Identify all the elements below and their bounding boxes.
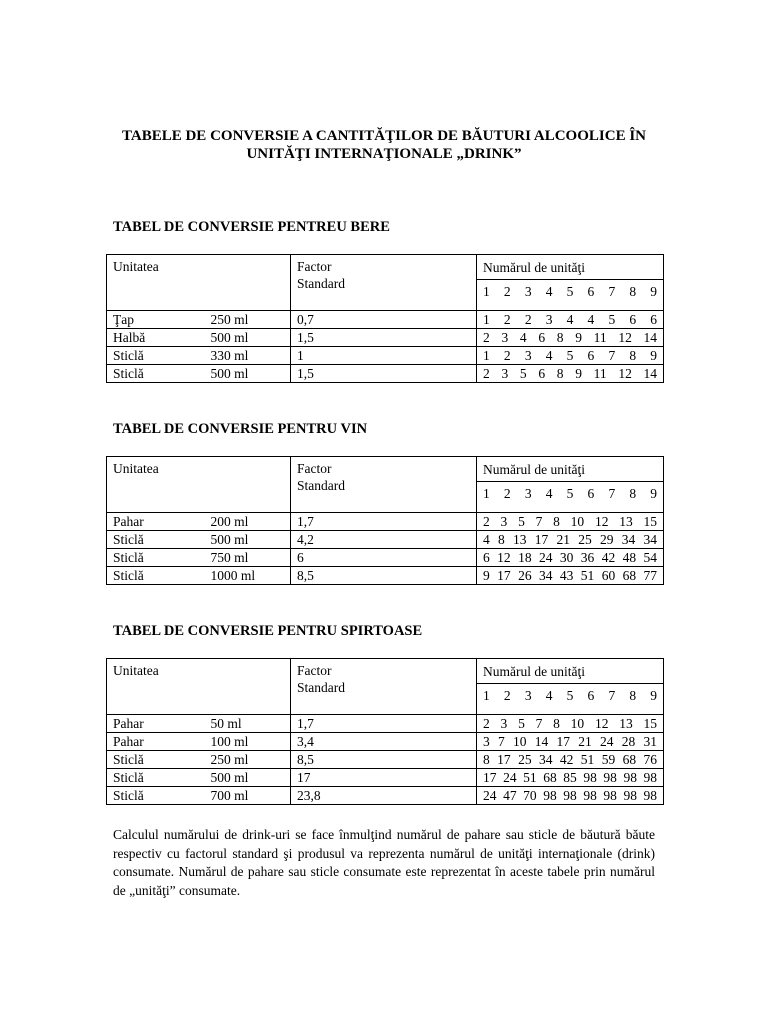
value-list (483, 567, 657, 584)
count-list (483, 280, 657, 304)
value: 47 (503, 788, 517, 803)
value: 30 (559, 550, 574, 565)
header-row (107, 659, 664, 684)
value: 59 (601, 752, 616, 767)
value: 68 (543, 770, 557, 785)
unit-cell: Sticlă (107, 751, 211, 769)
value: 8 (498, 532, 505, 547)
table-row (107, 733, 664, 751)
value-list (483, 365, 657, 382)
count-label: 2 (503, 688, 511, 703)
factor-cell: 1,5 (291, 365, 477, 383)
conversion-table-spirtoase (106, 658, 664, 805)
count-label: 2 (503, 284, 511, 299)
value: 8 (556, 366, 564, 381)
count-list (483, 684, 657, 708)
value-list (483, 329, 657, 346)
section-title-spirtoase: TABEL DE CONVERSIE PENTRU SPIRTOASE (113, 623, 423, 639)
value: 1 (483, 312, 490, 327)
table-row (107, 531, 664, 549)
document-title-line-2: UNITĂŢI INTERNAŢIONALE „DRINK” (246, 146, 522, 162)
unit-cell: Pahar (107, 733, 211, 751)
value-list (483, 715, 657, 732)
volume-cell: 700 ml (211, 787, 291, 805)
values-cell (477, 365, 664, 383)
value: 15 (643, 514, 658, 529)
header-counts (477, 684, 664, 715)
value: 31 (643, 734, 658, 749)
value: 8 (556, 330, 564, 345)
header-unitatea: Unitatea (107, 255, 291, 311)
count-label: 5 (566, 486, 574, 501)
header-counts (477, 280, 664, 311)
value: 17 (497, 568, 511, 583)
count-label: 9 (650, 284, 658, 299)
value: 17 (556, 734, 571, 749)
value: 10 (570, 716, 585, 731)
value: 12 (497, 550, 511, 565)
value: 5 (519, 366, 527, 381)
count-label: 9 (650, 688, 658, 703)
factor-cell: 1,5 (291, 329, 477, 347)
value: 15 (643, 716, 658, 731)
volume-cell: 750 ml (211, 549, 291, 567)
value: 42 (601, 550, 616, 565)
value: 98 (643, 770, 658, 785)
header-unitatea: Unitatea (107, 659, 291, 715)
header-standard: Standard (297, 680, 346, 695)
value: 98 (583, 788, 597, 803)
value: 4 (545, 348, 553, 363)
value: 4 (566, 312, 574, 327)
explanation-paragraph: Calculul numărului de drink-uri se face înmulţind numărul de pahare sau sticle de băutură băute respectiv cu factorul standard şi produsul va reprezenta numărul de unităţi internaţionale (drink) consumate. Numărul de pahare sau sticle consumate este reprezentat în aceste tabele prin numărul de „unităţi” consumate. (113, 827, 655, 898)
conversion-table-vin (106, 456, 664, 585)
value: 13 (619, 716, 633, 731)
value: 13 (619, 514, 633, 529)
value: 17 (483, 770, 497, 785)
value: 10 (570, 514, 585, 529)
volume-cell: 1000 ml (211, 567, 291, 585)
header-counts (477, 482, 664, 513)
unit-cell: Pahar (107, 513, 211, 531)
section-title-vin: TABEL DE CONVERSIE PENTRU VIN (113, 421, 368, 437)
value: 13 (513, 532, 527, 547)
value: 12 (618, 330, 632, 345)
count-label: 6 (587, 688, 595, 703)
value: 9 (650, 348, 658, 363)
header-row (107, 457, 664, 482)
value: 14 (643, 366, 658, 381)
value: 98 (583, 770, 597, 785)
value: 2 (483, 716, 490, 731)
factor-cell: 8,5 (291, 751, 477, 769)
section-title-bere: TABEL DE CONVERSIE PENTREU BERE (113, 219, 390, 235)
value: 12 (594, 514, 609, 529)
values-cell (477, 787, 664, 805)
value: 3 (483, 734, 490, 749)
volume-cell: 500 ml (211, 329, 291, 347)
header-standard: Standard (297, 276, 346, 291)
unit-cell: Ţap (107, 311, 211, 329)
value-list (483, 531, 657, 548)
table-row (107, 787, 664, 805)
unit-cell: Halbă (107, 329, 211, 347)
value: 11 (593, 366, 607, 381)
values-cell (477, 733, 664, 751)
value: 9 (483, 568, 490, 583)
conversion-table-bere (106, 254, 664, 383)
value: 21 (578, 734, 592, 749)
values-cell (477, 715, 664, 733)
value: 34 (538, 568, 553, 583)
value: 24 (503, 770, 517, 785)
value: 8 (553, 716, 560, 731)
value: 24 (483, 788, 497, 803)
values-cell (477, 531, 664, 549)
value: 17 (534, 532, 549, 547)
count-label: 5 (566, 688, 574, 703)
factor-cell: 1 (291, 347, 477, 365)
header-row (107, 255, 664, 280)
value-list (483, 787, 657, 804)
header-factor: Factor (297, 259, 332, 274)
value-list (483, 549, 657, 566)
value: 3 (545, 312, 553, 327)
count-label: 1 (483, 688, 490, 703)
header-factor-standard (291, 457, 477, 513)
unit-cell: Sticlă (107, 365, 211, 383)
factor-cell: 1,7 (291, 513, 477, 531)
value: 6 (587, 348, 595, 363)
value: 4 (519, 330, 527, 345)
values-cell (477, 549, 664, 567)
value: 8 (553, 514, 560, 529)
unit-cell: Sticlă (107, 531, 211, 549)
document-title-line-1: TABELE DE CONVERSIE A CANTITĂŢILOR DE BĂUTURI ALCOOLICE ÎN (121, 128, 646, 144)
value: 70 (523, 788, 537, 803)
value: 18 (518, 550, 532, 565)
count-label: 2 (503, 486, 511, 501)
value: 5 (608, 312, 616, 327)
value: 34 (643, 532, 658, 547)
header-factor: Factor (297, 663, 332, 678)
count-label: 8 (629, 284, 637, 299)
unit-cell: Sticlă (107, 347, 211, 365)
volume-cell: 100 ml (211, 733, 291, 751)
value-list (483, 733, 657, 750)
value: 51 (580, 568, 595, 583)
value: 24 (600, 734, 614, 749)
values-cell (477, 513, 664, 531)
value: 21 (556, 532, 571, 547)
value: 98 (643, 788, 658, 803)
count-label: 8 (629, 688, 637, 703)
value: 3 (500, 716, 508, 731)
value: 8 (483, 752, 490, 767)
value: 6 (538, 330, 546, 345)
count-label: 7 (608, 688, 616, 703)
value: 14 (643, 330, 658, 345)
value: 6 (650, 312, 658, 327)
value: 17 (497, 752, 511, 767)
volume-cell: 330 ml (211, 347, 291, 365)
volume-cell: 500 ml (211, 531, 291, 549)
value: 76 (643, 752, 658, 767)
header-numarul-unitati: Numărul de unităţi (477, 457, 664, 482)
table-row (107, 549, 664, 567)
value: 2 (483, 514, 490, 529)
values-cell (477, 329, 664, 347)
value: 5 (518, 514, 525, 529)
value: 12 (594, 716, 609, 731)
table-row (107, 365, 664, 383)
value: 98 (623, 788, 637, 803)
value: 98 (543, 788, 557, 803)
table-body (107, 457, 664, 585)
value: 26 (518, 568, 532, 583)
table-row (107, 769, 664, 787)
value: 77 (643, 568, 658, 583)
value: 10 (513, 734, 527, 749)
value: 2 (503, 312, 511, 327)
factor-cell: 6 (291, 549, 477, 567)
factor-cell: 0,7 (291, 311, 477, 329)
volume-cell: 50 ml (211, 715, 291, 733)
value: 11 (593, 330, 607, 345)
header-standard: Standard (297, 478, 346, 493)
volume-cell: 500 ml (211, 365, 291, 383)
table-row (107, 329, 664, 347)
volume-cell: 500 ml (211, 769, 291, 787)
value: 6 (538, 366, 546, 381)
value: 9 (575, 366, 582, 381)
value: 7 (535, 514, 543, 529)
value: 6 (483, 550, 490, 565)
value: 7 (608, 348, 616, 363)
table-row (107, 311, 664, 329)
value: 42 (559, 752, 574, 767)
value: 51 (523, 770, 537, 785)
value: 34 (621, 532, 636, 547)
value: 5 (566, 348, 574, 363)
table-row (107, 567, 664, 585)
table-row (107, 347, 664, 365)
table-body (107, 255, 664, 383)
value: 36 (580, 550, 595, 565)
values-cell (477, 751, 664, 769)
value: 8 (629, 348, 637, 363)
value: 2 (503, 348, 511, 363)
header-unitatea: Unitatea (107, 457, 291, 513)
value: 68 (622, 568, 637, 583)
volume-cell: 250 ml (211, 751, 291, 769)
count-label: 5 (566, 284, 574, 299)
count-label: 9 (650, 486, 658, 501)
value: 68 (622, 752, 637, 767)
factor-cell: 4,2 (291, 531, 477, 549)
value: 48 (622, 550, 637, 565)
value: 43 (559, 568, 574, 583)
value-list (483, 751, 657, 768)
value: 7 (498, 734, 505, 749)
value: 28 (621, 734, 636, 749)
volume-cell: 200 ml (211, 513, 291, 531)
unit-cell: Sticlă (107, 787, 211, 805)
value: 25 (518, 752, 532, 767)
unit-cell: Sticlă (107, 567, 211, 585)
table-body (107, 659, 664, 805)
value: 98 (563, 788, 577, 803)
value: 3 (501, 330, 509, 345)
count-label: 4 (545, 688, 553, 703)
value: 14 (534, 734, 549, 749)
count-label: 1 (483, 284, 490, 299)
header-numarul-unitati: Numărul de unităţi (477, 659, 664, 684)
count-label: 7 (608, 284, 616, 299)
value: 3 (501, 366, 509, 381)
count-label: 1 (483, 486, 490, 501)
count-label: 6 (587, 486, 595, 501)
value: 2 (524, 312, 532, 327)
value-list (483, 347, 657, 364)
values-cell (477, 347, 664, 365)
value-list (483, 769, 657, 786)
value-list (483, 513, 657, 530)
table-row (107, 715, 664, 733)
value: 85 (563, 770, 577, 785)
value: 9 (575, 330, 582, 345)
value: 98 (603, 770, 617, 785)
value: 12 (618, 366, 632, 381)
value: 51 (580, 752, 595, 767)
factor-cell: 1,7 (291, 715, 477, 733)
table-row (107, 751, 664, 769)
values-cell (477, 769, 664, 787)
value: 1 (483, 348, 490, 363)
table-row (107, 513, 664, 531)
value: 4 (587, 312, 595, 327)
value: 6 (629, 312, 637, 327)
value: 3 (500, 514, 508, 529)
value: 4 (483, 532, 490, 547)
header-numarul-unitati: Numărul de unităţi (477, 255, 664, 280)
value: 29 (600, 532, 614, 547)
value: 5 (518, 716, 525, 731)
value: 7 (535, 716, 543, 731)
count-label: 6 (587, 284, 595, 299)
document-title (96, 127, 672, 163)
header-factor-standard (291, 659, 477, 715)
values-cell (477, 311, 664, 329)
value: 60 (601, 568, 616, 583)
unit-cell: Pahar (107, 715, 211, 733)
value: 24 (538, 550, 553, 565)
header-factor-standard (291, 255, 477, 311)
count-list (483, 482, 657, 506)
value: 98 (623, 770, 637, 785)
header-factor: Factor (297, 461, 332, 476)
count-label: 8 (629, 486, 637, 501)
value: 2 (483, 366, 490, 381)
factor-cell: 17 (291, 769, 477, 787)
value: 25 (578, 532, 592, 547)
factor-cell: 23,8 (291, 787, 477, 805)
values-cell (477, 567, 664, 585)
count-label: 3 (524, 688, 532, 703)
value: 2 (483, 330, 490, 345)
volume-cell: 250 ml (211, 311, 291, 329)
value-list (483, 311, 657, 328)
value: 3 (524, 348, 532, 363)
value: 34 (538, 752, 553, 767)
count-label: 7 (608, 486, 616, 501)
count-label: 4 (545, 486, 553, 501)
value: 98 (603, 788, 617, 803)
count-label: 4 (545, 284, 553, 299)
count-label: 3 (524, 486, 532, 501)
unit-cell: Sticlă (107, 549, 211, 567)
unit-cell: Sticlă (107, 769, 211, 787)
factor-cell: 8,5 (291, 567, 477, 585)
count-label: 3 (524, 284, 532, 299)
factor-cell: 3,4 (291, 733, 477, 751)
value: 54 (643, 550, 658, 565)
